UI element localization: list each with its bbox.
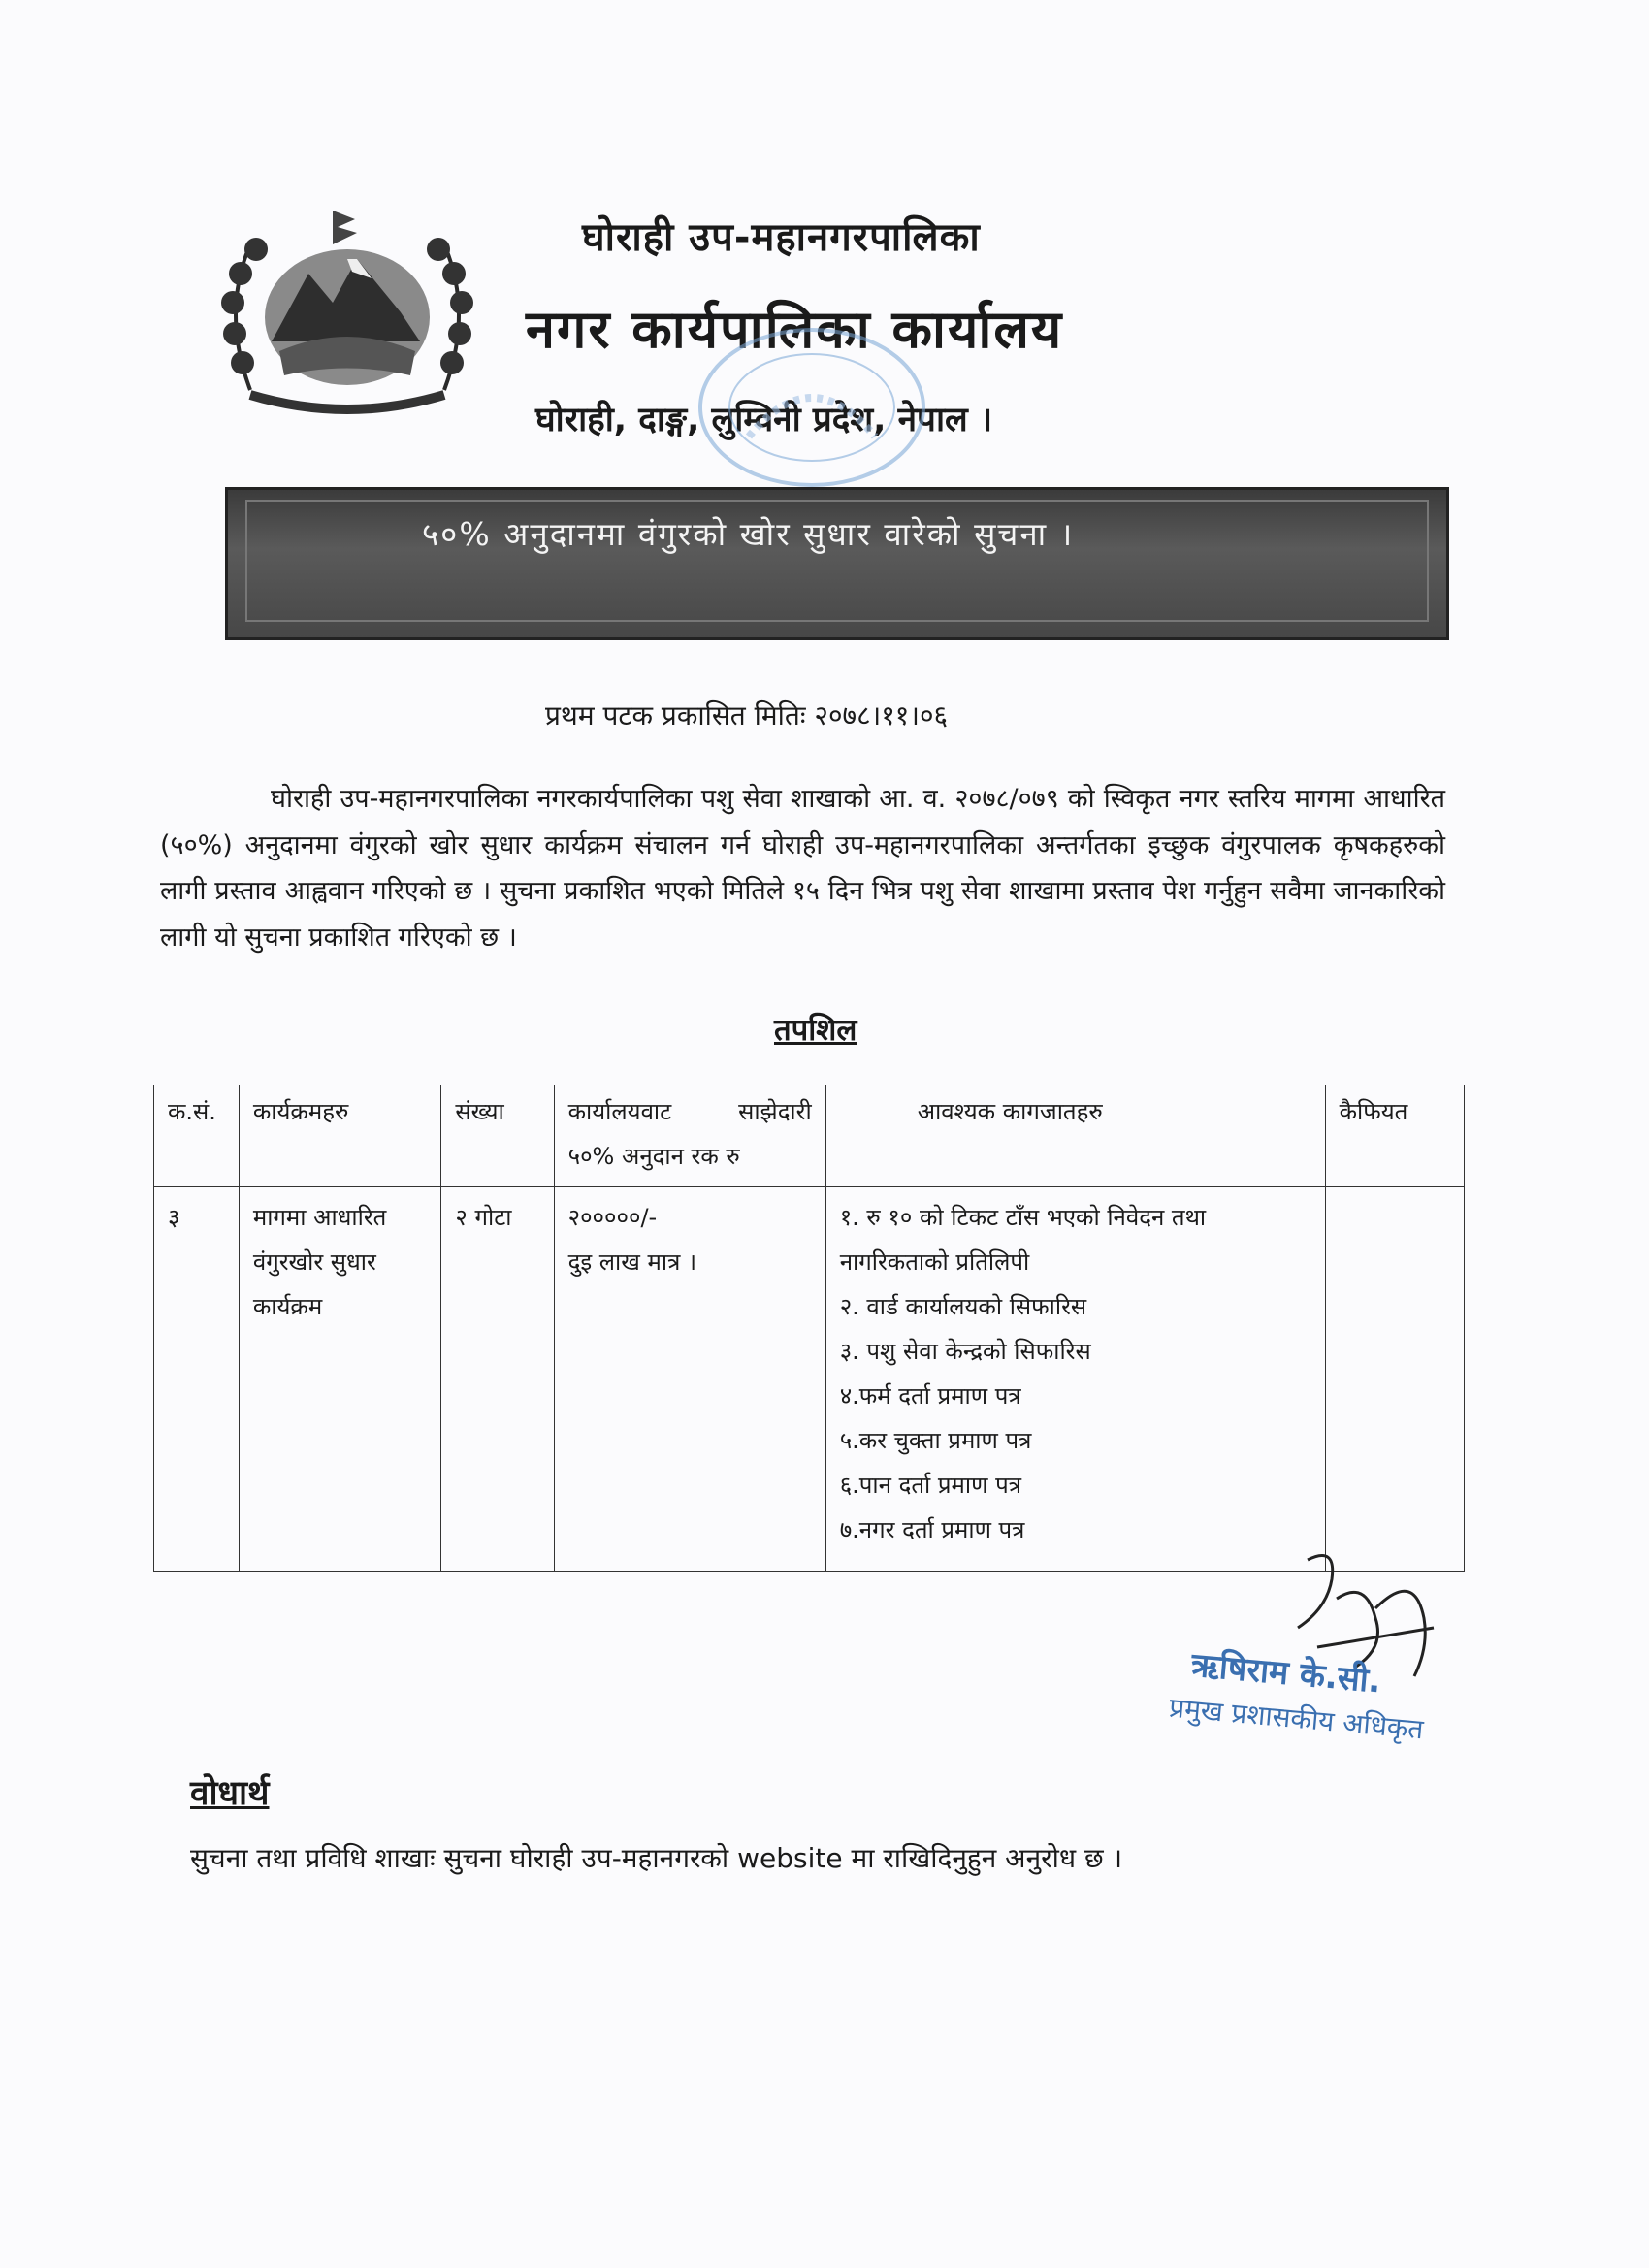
cell-program: मागमा आधारित वंगुरखोर सुधार कार्यक्रम	[239, 1187, 441, 1572]
header-remarks: कैफियत	[1325, 1085, 1464, 1187]
list-item: ३. पशु सेवा केन्द्रको सिफारिस	[839, 1338, 1091, 1365]
notice-body: घोराही उप-महानगरपालिका नगरकार्यपालिका पशु सेवा शाखाको आ. व. २०७८/०७९ को स्विकृत नगर स्तरिय मागमा आधारित (५०%) अनुदानमा वंगुरको खोर सुधार कार्यक्रम संचालन गर्न घोराही उप-महानगरपालिका अन्तर्गतका इच्छुक वंगुरपालक कृषकहरुको लागी प्रस्ताव आह्ववान गरिएको छ । सुचना प्रकाशित भएको मितिले १५ दिन भित्र पशु सेवा शाखामा प्रस्ताव पेश गर्नुहुन सवैमा जानकारिको लागी यो सुचना प्रकाशित गरिएको छ ।	[160, 784, 1445, 953]
cc-text: सुचना तथा प्रविधि शाखाः सुचना घोराही उप-महानगरको website मा राखिदिनुहुन अनुरोध छ ।	[190, 1842, 1123, 1874]
schedule-table	[153, 1085, 1465, 1572]
amount-words: दुइ लाख मात्र ।	[567, 1248, 697, 1276]
notice-title-banner	[225, 487, 1449, 640]
header-share-line	[568, 1089, 812, 1134]
list-item: ६.पान दर्ता प्रमाण पत्र	[839, 1472, 1021, 1499]
signatory-title: प्रमुख प्रशासकीय अधिकृत	[1168, 1691, 1425, 1746]
header-sn: क.सं.	[154, 1085, 240, 1187]
office-seal-icon	[691, 320, 933, 495]
table-row	[154, 1187, 1465, 1572]
list-item: ५.कर चुक्ता प्रमाण पत्र	[839, 1427, 1032, 1454]
list-item: २. वार्ड कार्यालयको सिफारिस	[839, 1293, 1087, 1320]
header-quantity: संख्या	[441, 1085, 554, 1187]
publish-date: प्रथम पटक प्रकासित मितिः २०७८।११।०६	[545, 699, 949, 731]
header-programs: कार्यक्रमहरु	[239, 1085, 441, 1187]
office-title: नगर कार्यपालिका कार्यालय	[526, 299, 1064, 360]
header-share-c: ५०% अनुदान रक रु	[567, 1143, 740, 1170]
header-share-b: साझेदारी	[738, 1098, 812, 1125]
list-item: १. रु १० को टिकट टाँस भएको निवेदन तथा नागरिकताको प्रतिलिपी	[839, 1204, 1207, 1276]
nepal-emblem-icon	[211, 206, 483, 429]
cell-sn: ३	[154, 1187, 240, 1572]
notice-title: ५०% अनुदानमा वंगुरको खोर सुधार वारेको सुचना ।	[422, 515, 1075, 553]
cell-remarks	[1325, 1187, 1464, 1572]
header-share	[554, 1085, 825, 1187]
list-item: ७.नगर दर्ता प्रमाण पत्र	[839, 1516, 1025, 1543]
cell-quantity: २ गोटा	[441, 1187, 554, 1572]
cell-amount	[554, 1187, 825, 1572]
table-header-row	[154, 1085, 1465, 1187]
amount-figure: २०००००/-	[567, 1204, 658, 1231]
office-name: घोराही उप-महानगरपालिका	[582, 215, 981, 260]
cc-heading: वोधार्थ	[190, 1774, 270, 1813]
header-documents-label: आवश्यक कागजातहरु	[917, 1098, 1103, 1125]
list-item: ४.फर्म दर्ता प्रमाण पत्र	[839, 1382, 1021, 1409]
header-share-a: कार्यालयवाट	[567, 1098, 672, 1125]
signatory-name: ऋषिराम के.सी.	[1189, 1645, 1383, 1701]
header-documents	[825, 1085, 1325, 1187]
schedule-heading: तपशिल	[774, 1013, 857, 1048]
documents-list	[840, 1195, 1311, 1552]
cell-documents	[825, 1187, 1325, 1572]
office-address: घोराही, दाङ्ग, लुम्विनी प्रदेश, नेपाल ।	[535, 401, 993, 439]
